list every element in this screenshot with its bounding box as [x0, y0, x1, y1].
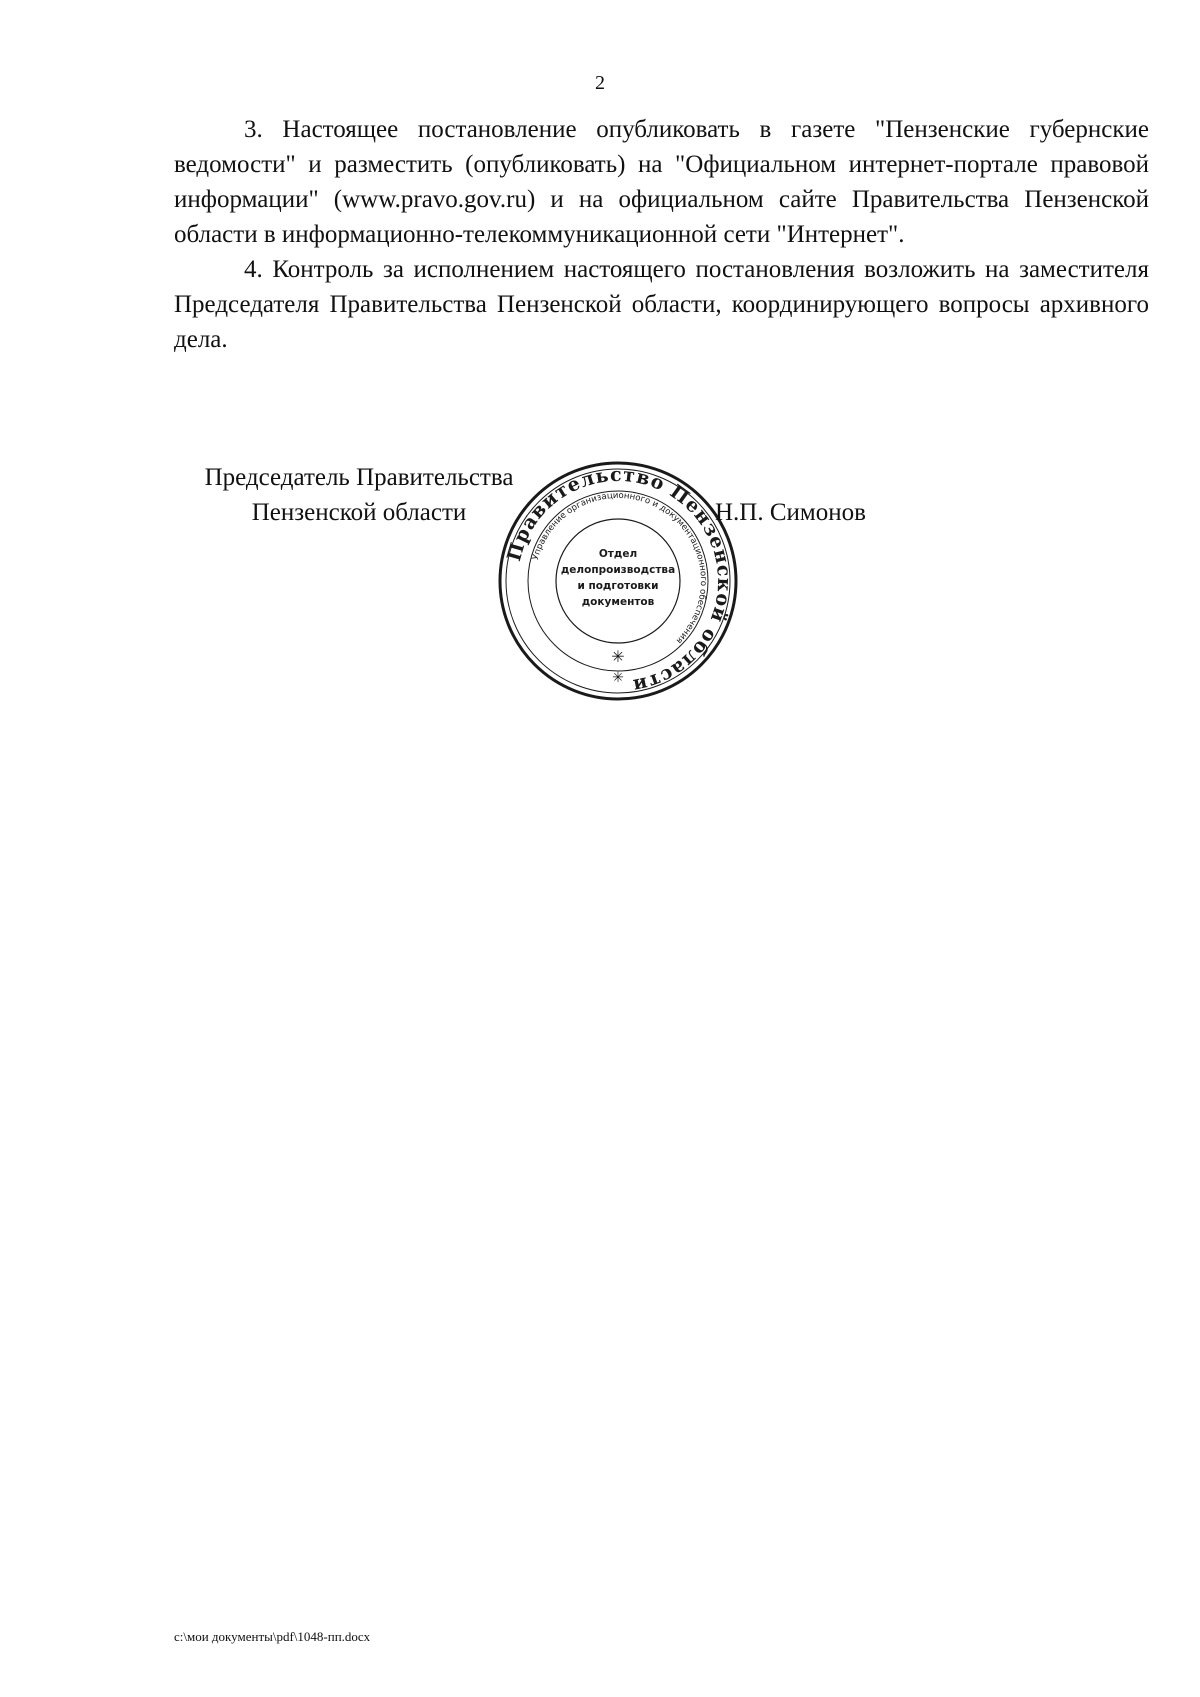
seal-star-icon: ✳ [611, 649, 625, 666]
seal-center-line-3: и подготовки [577, 580, 659, 592]
seal-outer-text: Правительство Пензенской области [502, 463, 736, 698]
seal-center-line-2: делопроизводства [560, 564, 676, 576]
paragraph-4: 4. Контроль за исполнением настоящего постановления возложить на заместителя Председателя Правительства Пензенской области, координирующего вопросы архивного дела. [174, 256, 1149, 353]
footer-file-path: c:\мои документы\pdf\1048-пп.docx [174, 1629, 371, 1644]
seal-center-line-4: документов [581, 596, 655, 608]
document-body [174, 112, 1149, 357]
official-seal-graphic [497, 460, 739, 702]
paragraph-3: 3. Настоящее постановление опубликовать в газете "Пензенские губернские ведомости" и разместить (опубликовать) на "Официальном интернет-портале правовой информации" (www.pravo.gov.ru) и на официальном сайте Правительства Пензенской области в информационно-телекоммуникационной сети "Интернет". [174, 116, 1149, 248]
page-number: 2 [595, 72, 605, 94]
signatory-title [170, 460, 548, 530]
seal-star-icon: ✳ [612, 671, 624, 686]
signatory-name: Н.П. Симонов [715, 499, 866, 526]
official-seal [497, 460, 739, 702]
signatory-title-line-2: Пензенской области [251, 499, 467, 526]
seal-center-line-1: Отдел [598, 548, 638, 560]
signatory-title-line-1: Председатель Правительства [204, 464, 514, 491]
seal-inner-text: Управление организационного и документационного обеспечения [530, 490, 709, 646]
